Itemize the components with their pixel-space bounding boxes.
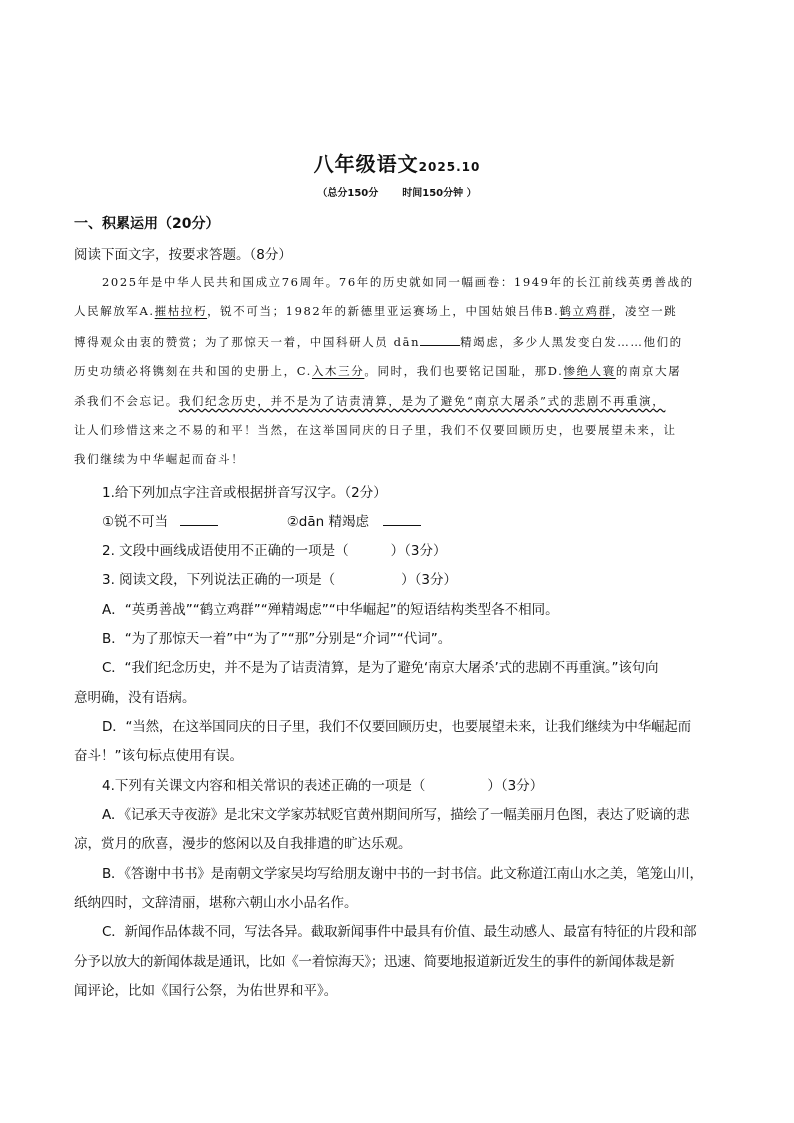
q4-score: ）（3分） xyxy=(487,778,544,794)
passage-text: 精竭虑，多少人黑发变白发……他们的 xyxy=(460,335,683,349)
q4-option-a-line-1: A．《记承天寺夜游》是北宋文学家苏轼贬官黄州期间所写，描绘了一幅美丽月色图，表达了贬谪的悲 xyxy=(102,807,690,823)
passage-text: 人民解放军A. xyxy=(74,304,155,318)
passage-text: ，凌空一跳 xyxy=(611,304,678,318)
q3-score: ）（3分） xyxy=(401,572,458,588)
total-score: （总分150分 xyxy=(317,188,379,199)
idiom-d: 惨绝人寰 xyxy=(563,364,616,378)
q3-option-d-line-1: D．“当然，在这举国同庆的日子里，我们不仅要回顾历史，也要展望未来，让我们继续为中华崛起而 xyxy=(102,719,691,735)
passage-line-7: 我们继续为中华崛起而奋斗！ xyxy=(74,452,245,466)
q3-text: 3. 阅读文段，下列说法正确的一项是（ xyxy=(102,572,336,588)
passage-text: 博得观众由衷的赞赏；为了那惊天一着，中国科研人员 dān xyxy=(74,335,421,349)
idiom-c: 入木三分 xyxy=(311,364,365,378)
idiom-b: 鹤立鸡群 xyxy=(559,304,612,318)
passage-line-4 xyxy=(74,363,681,379)
q4-option-c-line-2: 分予以放大的新闻体裁是通讯，比如《一着惊海天》；迅速、简要地报道新近发生的事件的新闻体裁是新 xyxy=(74,954,675,970)
question-3 xyxy=(102,568,457,588)
page-title xyxy=(0,148,794,177)
idiom-a: 摧枯拉朽 xyxy=(154,304,208,318)
question-1: 1.给下列加点字注音或根据拼音写汉字。（2分） xyxy=(102,485,387,501)
q2-score: ）（3分） xyxy=(390,543,447,559)
q4-option-a-line-2: 凉，赏月的欣喜，漫步的悠闲以及自我排遣的旷达乐观。 xyxy=(74,836,412,852)
q3-option-c-line-2: 意明确，没有语病。 xyxy=(74,690,196,706)
question-1-items xyxy=(102,510,421,530)
section-instruction: 阅读下面文字，按要求答题。（8分） xyxy=(74,247,292,263)
question-4 xyxy=(102,774,543,794)
q3-option-c-line-1: C．“我们纪念历史，并不是为了诘责清算，是为了避免‘南京大屠杀’式的悲剧不再重演。”该句向 xyxy=(102,660,659,676)
q1-item-b: ②dān 精竭虑 xyxy=(286,514,369,530)
passage-line-1: 2025年是中华人民共和国成立76周年。76年的历史就如同一幅画卷：1949年的长江前线英勇善战的 xyxy=(102,275,694,289)
passage-text: 杀我们不会忘记。 xyxy=(74,394,179,408)
q4-option-b-line-1: B．《答谢中书书》是南朝文学家吴均写给朋友谢中书的一封书信。此文称道江南山水之美，笔笼山川， xyxy=(102,866,703,882)
passage-line-3 xyxy=(74,333,683,350)
passage-text: 。同时，我们也要铭记国耻，那D. xyxy=(364,364,564,378)
exam-time: 时间150分钟 ） xyxy=(402,188,477,199)
q4-option-c-line-1: C．新闻作品体裁不同，写法各异。截取新闻事件中最具有价值、最生动感人、最富有特征的片段和部 xyxy=(102,924,697,940)
passage-text: ，锐不可当；1982年的新德里亚运赛场上，中国姑娘吕伟B. xyxy=(207,304,560,318)
answer-blank-b[interactable] xyxy=(383,513,421,526)
q2-text: 2. 文段中画线成语使用不正确的一项是（ xyxy=(102,543,349,559)
q3-option-d-line-2: 奋斗！”该句标点使用有误。 xyxy=(74,748,243,764)
q4-text: 4.下列有关课文内容和相关常识的表述正确的一项是（ xyxy=(102,778,426,794)
fill-blank[interactable] xyxy=(420,333,460,346)
answer-blank-a[interactable] xyxy=(180,513,218,526)
q4-option-c-line-3: 闻评论，比如《国行公祭，为佑世界和平》。 xyxy=(74,983,338,999)
passage-text: 的南京大屠 xyxy=(615,364,682,378)
title-text: 八年级语文 xyxy=(313,152,419,176)
exam-date: 2025.10 xyxy=(418,160,481,174)
q4-option-b-line-2: 纸纳四时，文辞清丽，堪称六朝山水小品名作。 xyxy=(74,895,358,911)
exam-info xyxy=(0,184,794,199)
passage-line-2 xyxy=(74,303,677,319)
wavy-underlined-sentence: 我们纪念历史，并不是为了诘责清算，是为了避免“南京大屠杀”式的悲剧不再重演， xyxy=(178,394,666,408)
question-2 xyxy=(102,539,447,559)
q3-option-a: A．“英勇善战”“鹤立鸡群”“殚精竭虑”“中华崛起”的短语结构类型各不相同。 xyxy=(102,602,559,618)
passage-text: 历史功绩必将镌刻在共和国的史册上，C. xyxy=(74,364,312,378)
q1-item-a: ①锐不可当 xyxy=(102,514,169,530)
passage-line-5 xyxy=(74,393,665,409)
section-heading: 一、积累运用（20分） xyxy=(74,216,220,232)
passage-line-6: 让人们珍惜这来之不易的和平！当然，在这举国同庆的日子里，我们不仅要回顾历史，也要展望未来，让 xyxy=(74,423,677,437)
q3-option-b: B．“为了那惊天一着”中“为了”“那”分别是“介词”“代词”。 xyxy=(102,631,452,647)
